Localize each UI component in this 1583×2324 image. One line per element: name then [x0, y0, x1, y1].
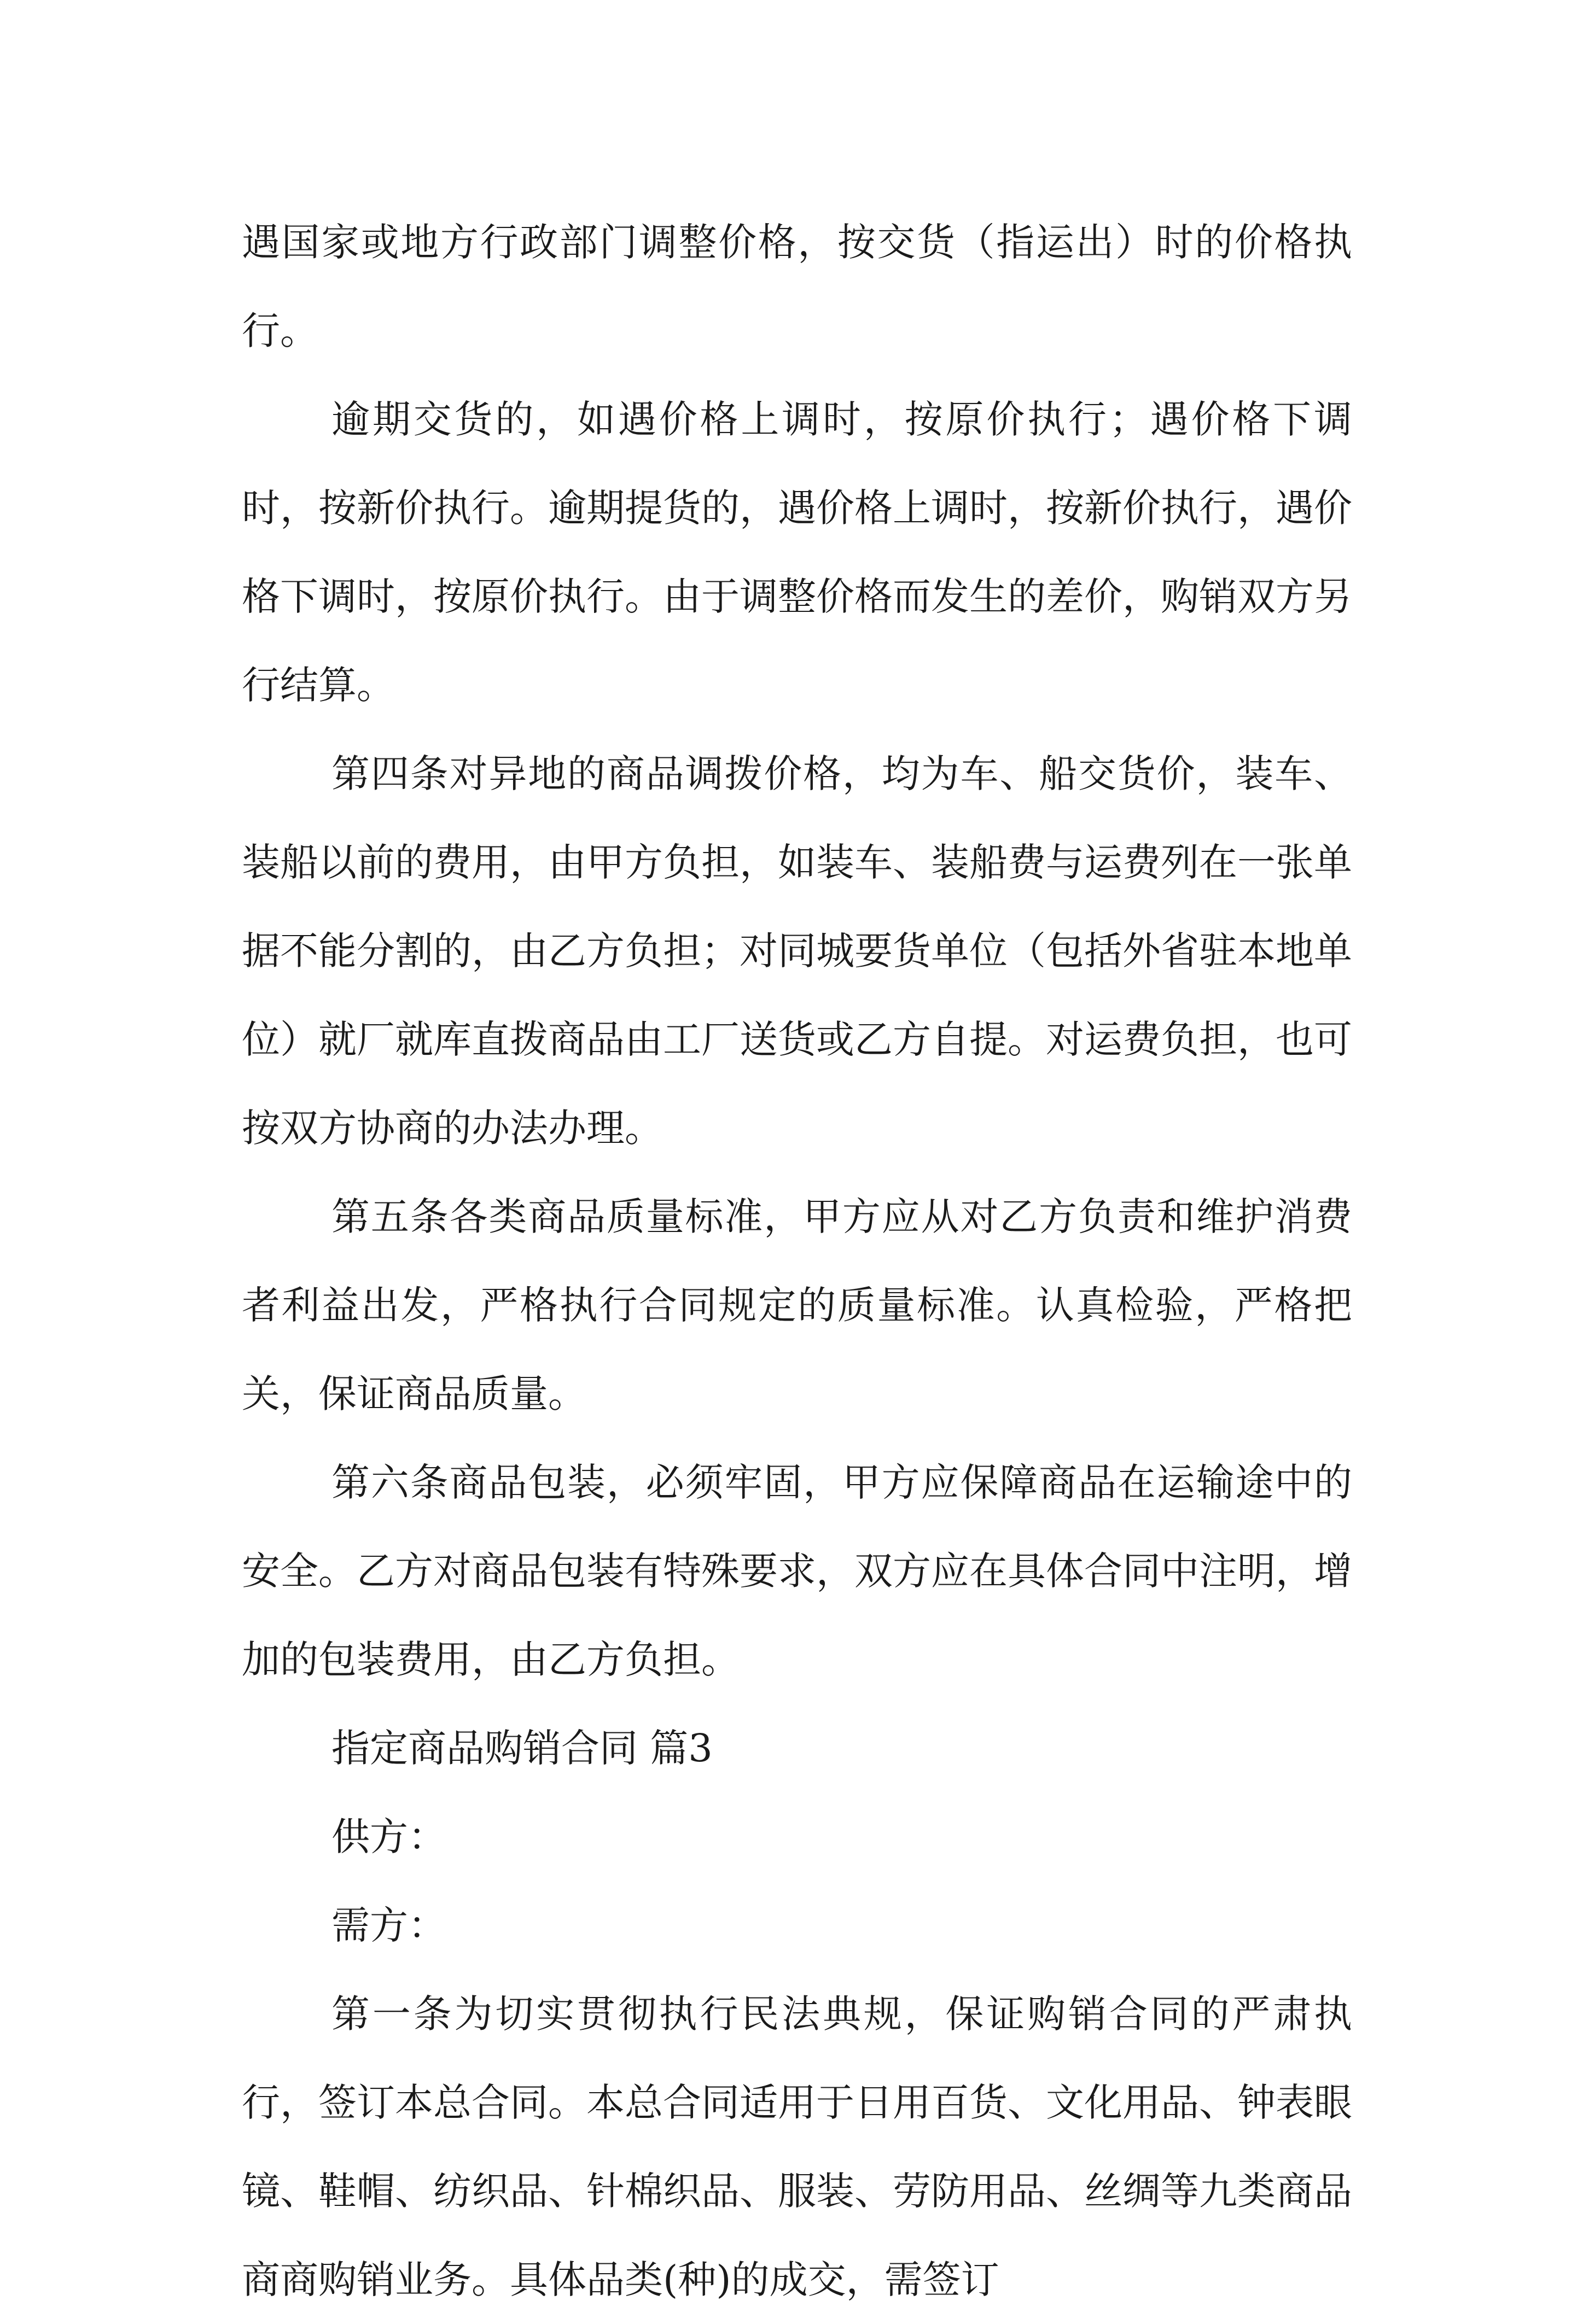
document-body	[242, 198, 1352, 2324]
paragraph-overdue-delivery: 逾期交货的，如遇价格上调时，按原价执行；遇价格下调时，按新价执行。逾期提货的，遇价格上调时，按新价执行，遇价格下调时，按原价执行。由于调整价格而发生的差价，购销双方另行结算。	[242, 397, 1352, 708]
buyer-line: 需方：	[331, 1903, 446, 1948]
paragraph-price-adjustment-continued: 遇国家或地方行政部门调整价格，按交货（指运出）时的价格执行。	[242, 220, 1352, 353]
paragraph-article-4: 第四条对异地的商品调拨价格，均为车、船交货价，装车、装船以前的费用，由甲方负担，如装车、装船费与运费列在一张单据不能分割的，由乙方负担；对同城要货单位（包括外省驻本地单位）就厂就库直拨商品由工厂送货或乙方自提。对运费负担，也可按双方协商的办法办理。	[242, 751, 1352, 1151]
paragraph-article-6: 第六条商品包装，必须牢固，甲方应保障商品在运输途中的安全。乙方对商品包装有特殊要求，双方应在具体合同中注明，增加的包装费用，由乙方负担。	[242, 1460, 1352, 1682]
section-heading-part-3: 指定商品购销合同 篇3	[331, 1726, 713, 1771]
paragraph-article-5: 第五条各类商品质量标准，甲方应从对乙方负责和维护消费者利益出发，严格执行合同规定的质量标准。认真检验，严格把关，保证商品质量。	[242, 1194, 1352, 1416]
supplier-line: 供方：	[331, 1814, 446, 1859]
paragraph-article-1: 第一条为切实贯彻执行民法典规，保证购销合同的严肃执行，签订本总合同。本总合同适用于日用百货、文化用品、钟表眼镜、鞋帽、纺织品、针棉织品、服装、劳防用品、丝绸等九类商品商商购销业务。具体品类(种)的成交，需签订	[242, 1992, 1352, 2302]
